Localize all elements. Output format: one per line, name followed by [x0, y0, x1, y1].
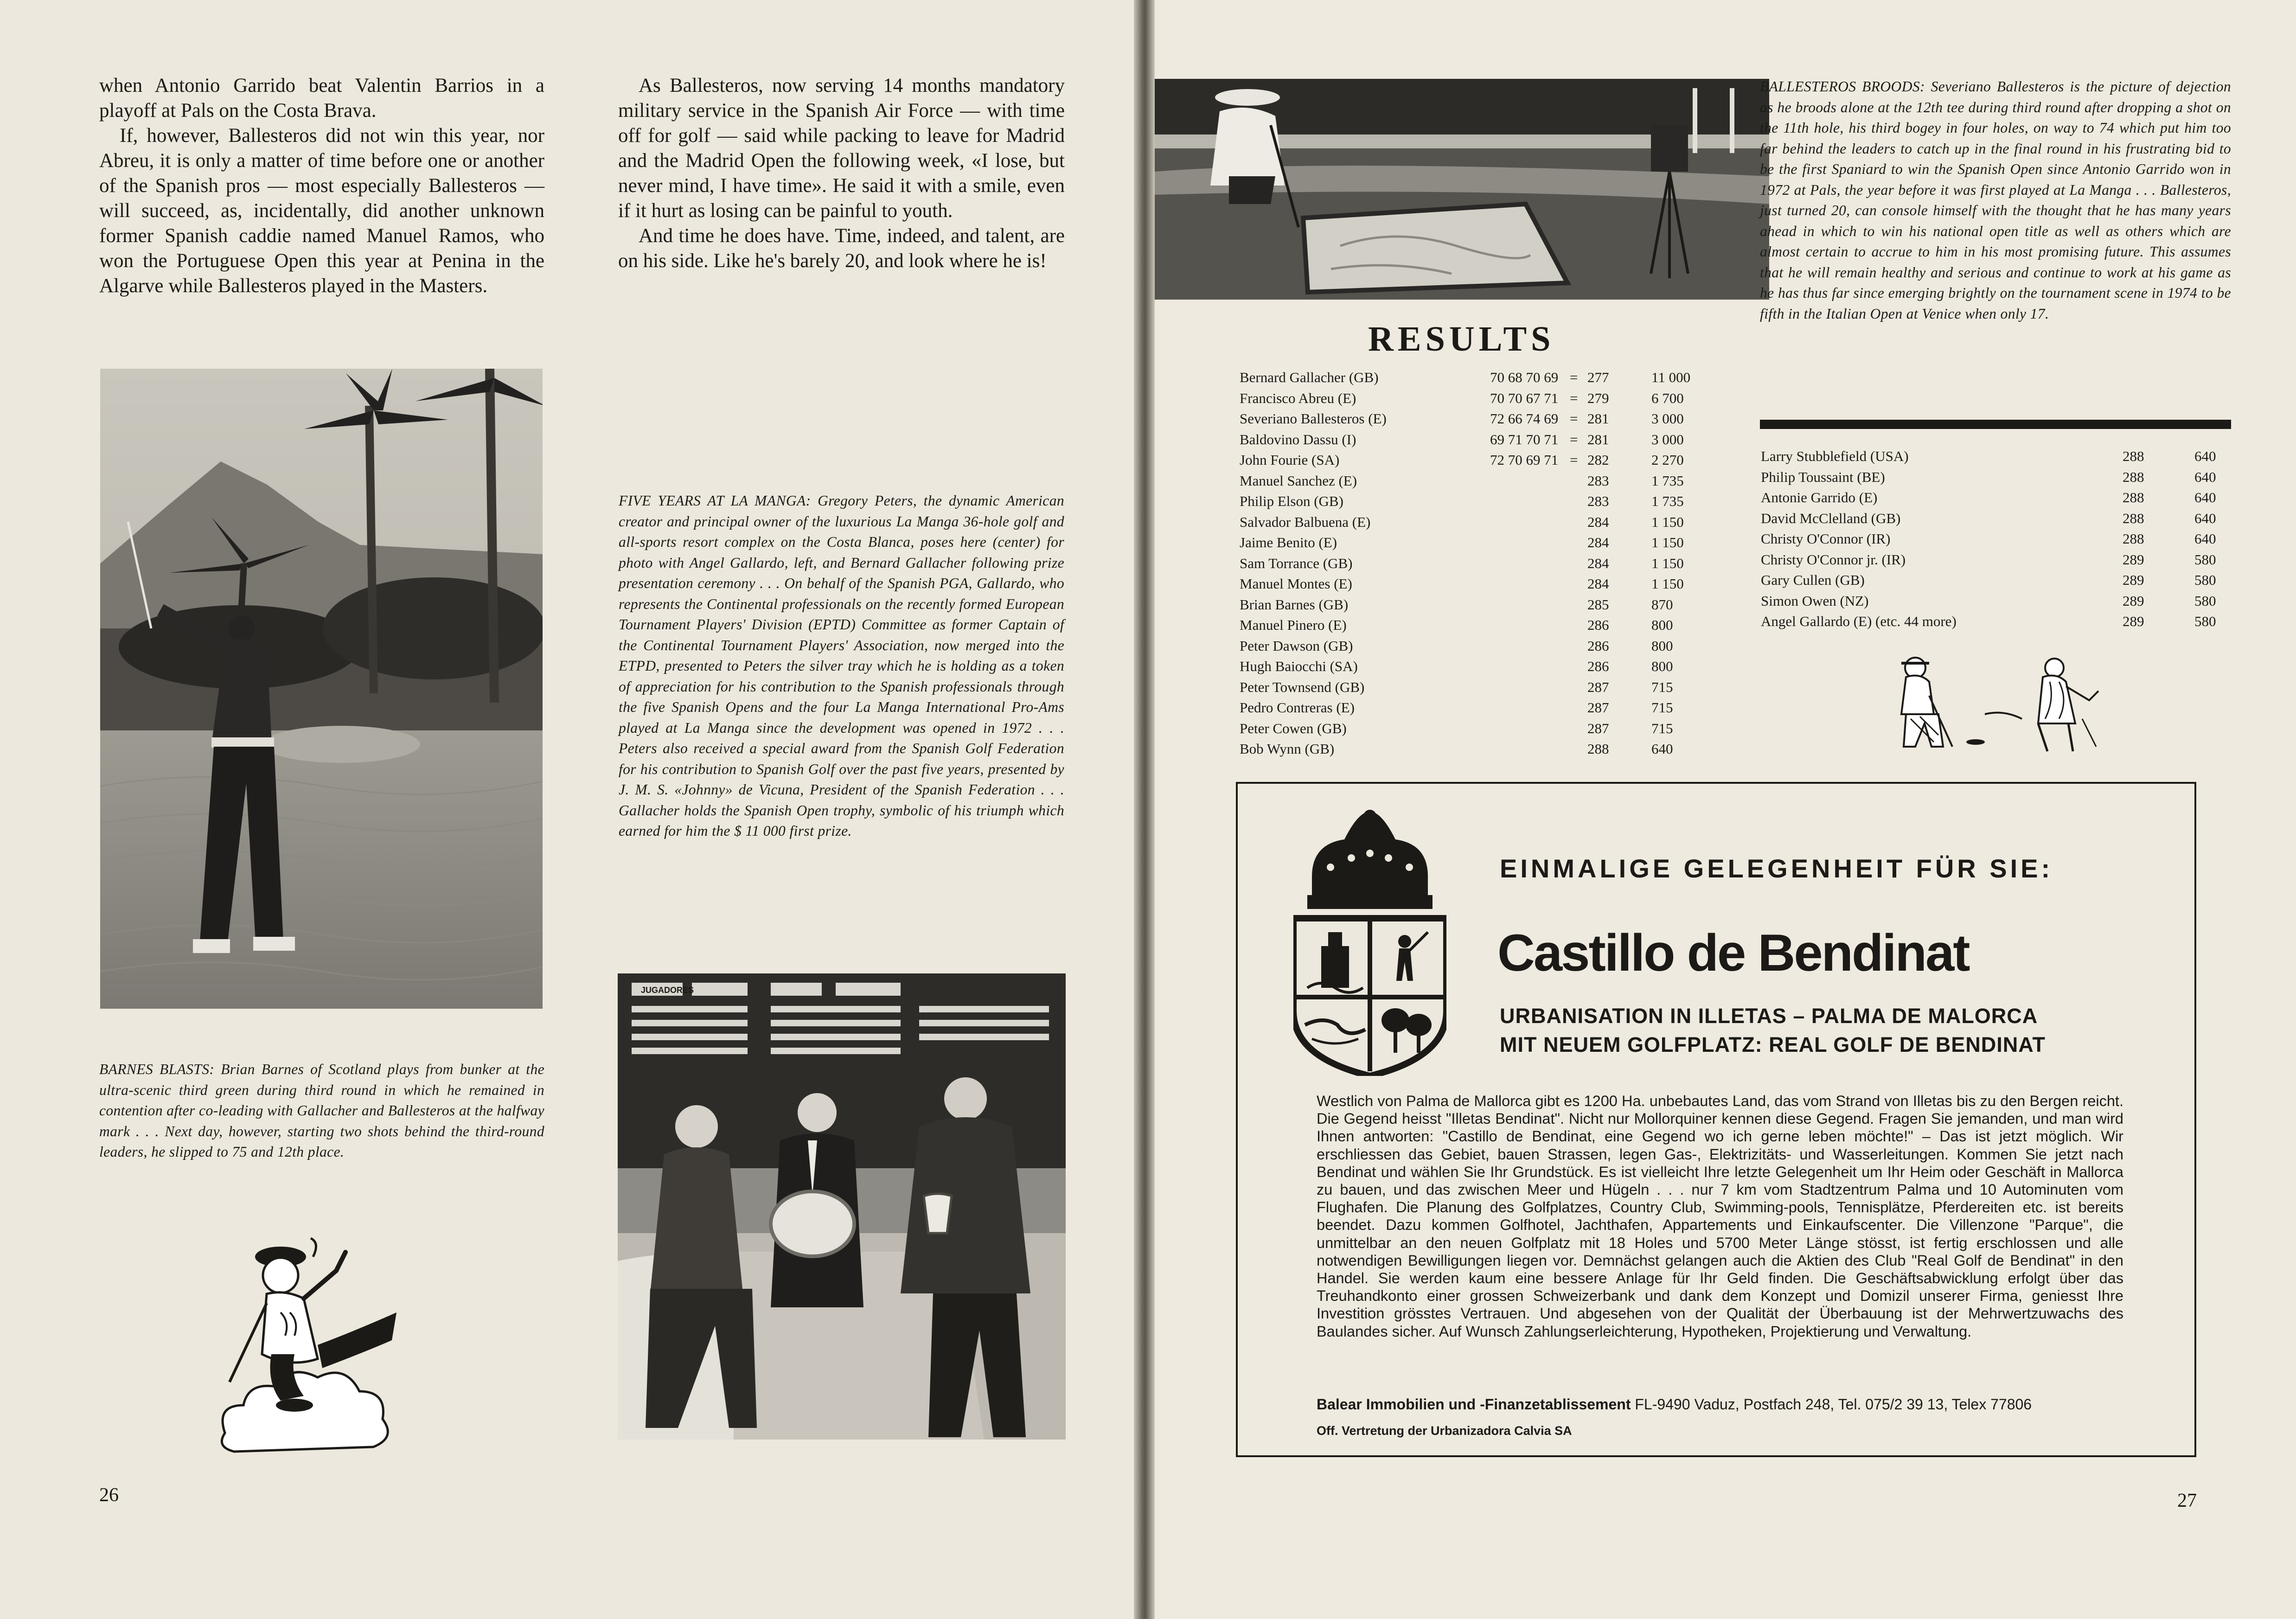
- results-row: [1761, 550, 2231, 570]
- ad-company-name: Balear Immobilien und -Finanzetablissement: [1317, 1396, 1631, 1413]
- page-number-right: 27: [2177, 1490, 2197, 1511]
- result-total: 284: [1587, 576, 1609, 592]
- result-total: 288: [2123, 531, 2144, 547]
- results-row: [1240, 471, 1703, 492]
- result-name: Gary Cullen (GB): [1761, 572, 1865, 588]
- result-total: 289: [2123, 613, 2144, 629]
- result-prize: 640: [2194, 468, 2216, 485]
- ad-body-text: Westlich von Palma de Mallorca gibt es 1200 Ha. unbebautes Land, das vom Strand von Illetas bis zu den Bergen reicht. Die Gegend heisst "Illetas Bendinat". Nicht nur Mollorquiner kennen diese Gegend. Fragen Sie jemanden, und man wird Ihnen antworten: "Castillo de Bendinat, eine Gegend wo ich gerne leben möchte!" – Das ist jetzt möglich. Wir erschliessen das Gebiet, bauen Strassen, legen Gas-, Elektrizitäts- und Wasserleitungen. Kommen Sie jetzt nach Bendinat und wählen Sie Ihr Grundstück. Es ist vielleicht Ihre letzte Gelegenheit um Ihr Heim oder Geschäft in Mallorca zu bauen, und das zwischen Meer und Hügeln . . . nur 7 km vom Stadtzentrum Palma und 10 Autominuten vom Flughafen. Die Planung des Golfplatzes, Country Club, Swimming-pools, Tennisplätze, Pferdereiten etc. ist bereits beendet. Dazu kommen Golfhotel, Jachthafen, Appartements und Einkaufscenter. Die Villenzone "Parque", die unmittelbar an den neuen Golfplatz mit 18 Holes und 5700 Meter Länge stösst, ist fertig erschlossen und alle notwendigen Bewilligungen liegen vor. Demnächst gelangen auch die Aktien des Club "Real Golf de Bendinat" in den Handel. Sie werden kaum eine bessere Anlage für Ihr Geld finden. Die Geschäftsabwicklung erfolgt über das Treuhandkonto einer grossen Schweizerbank und dank dem Konzept und Domizil unserer Firma, geniesst Ihre Investition grösstes Vertrauen. Und abgesehen von der Qualität der Überbauung ist der Mehrwertzuwachs des Baulandes sicher. Auf Wunsch Zahlungserleichterung, Hypotheken, Projektierung und Verwaltung.: [1317, 1093, 2123, 1340]
- result-prize: 800: [1651, 637, 1673, 654]
- result-rounds: 69 71 70 71: [1490, 431, 1559, 448]
- results-row: [1240, 677, 1703, 698]
- result-prize: 800: [1651, 658, 1673, 674]
- result-rounds: 72 66 74 69: [1490, 410, 1559, 427]
- result-total: 289: [2123, 551, 2144, 568]
- result-equals: =: [1570, 431, 1578, 448]
- result-equals: =: [1570, 410, 1578, 427]
- result-prize: 3 000: [1651, 410, 1684, 427]
- castillo-de-bendinat-advertisement: [1236, 782, 2196, 1457]
- result-prize: 640: [1651, 741, 1673, 757]
- result-prize: 640: [2194, 489, 2216, 506]
- result-name: Sam Torrance (GB): [1240, 555, 1353, 571]
- result-name: Manuel Sanchez (E): [1240, 472, 1357, 489]
- results-row: [1761, 529, 2231, 550]
- results-row: [1761, 467, 2231, 488]
- section-rule: [1760, 420, 2231, 429]
- result-name: David McClelland (GB): [1761, 510, 1901, 526]
- results-row: [1240, 491, 1703, 512]
- result-prize: 6 700: [1651, 390, 1684, 406]
- result-prize: 640: [2194, 531, 2216, 547]
- ad-subheading-1: URBANISATION IN ILLETAS – PALMA DE MALORCA: [1500, 1004, 2038, 1028]
- ballesteros-caption: BALLESTEROS BROODS: Severiano Ballesteros is the picture of dejection as he broods alone at the 12th tee during third round after dropping a shot on the 11th hole, his third bogey in four holes, on way to 74 which put him too far behind the leaders to catch up in the final round in his frustrating bid to be the first Spaniard to win the Spanish Open since Antonio Garrido won in 1972 at Pals, the year before it was first played at La Manga . . . Ballesteros, just turned 20, can console himself with the thought that he has many years ahead in which to win his national open title as well as others which are almost certain to accrue to him in his most promising future. This assumes that he will remain healthy and serious and continue to work at his game as he has thus far since emerging brightly on the tournament scene in 1974 to be fifth in the Italian Open at Venice when only 17.: [1760, 78, 2231, 322]
- results-row: [1240, 388, 1703, 409]
- result-prize: 715: [1651, 678, 1673, 695]
- result-total: 289: [2123, 592, 2144, 609]
- result-total: 283: [1587, 493, 1609, 509]
- result-prize: 1 735: [1651, 493, 1684, 509]
- result-total: 287: [1587, 678, 1609, 695]
- column-2-text: [618, 73, 1065, 274]
- result-name: Jaime Benito (E): [1240, 534, 1337, 550]
- paragraph: As Ballesteros, now serving 14 months mandatory military service in the Spanish Air Force — with time off for golf — said while packing to leave for Madrid and the Madrid Open the following week, «I lose, but never mind, I have time». He said it with a smile, even if it hurt as losing can be painful to youth.: [618, 75, 1065, 222]
- result-name: John Fourie (SA): [1240, 452, 1340, 468]
- result-total: 284: [1587, 555, 1609, 571]
- result-total: 286: [1587, 658, 1609, 674]
- results-row: [1240, 553, 1703, 574]
- results-row: [1761, 611, 2231, 632]
- left-page: [0, 0, 1134, 1619]
- result-total: 286: [1587, 617, 1609, 633]
- result-total: 281: [1587, 410, 1609, 427]
- results-row: [1240, 698, 1703, 718]
- result-name: Hugh Baiocchi (SA): [1240, 658, 1358, 674]
- page-number-left: 26: [99, 1485, 119, 1506]
- result-prize: 715: [1651, 699, 1673, 716]
- results-row: [1761, 446, 2231, 467]
- ballesteros-tee-photo: [1155, 79, 1769, 300]
- paragraph: If, however, Ballesteros did not win this year, nor Abreu, it is only a matter of time before one or another of the Spanish pros — most especially Ballesteros — will succeed, as, incidentally, did another unknown former Spanish caddie named Manuel Ramos, who won the Portuguese Open this year at Penina in the Algarve while Ballesteros played in the Masters.: [99, 125, 544, 297]
- result-name: Baldovino Dassu (I): [1240, 431, 1356, 448]
- result-prize: 800: [1651, 617, 1673, 633]
- result-name: Philip Toussaint (BE): [1761, 468, 1885, 485]
- result-prize: 580: [2194, 551, 2216, 568]
- result-total: 281: [1587, 431, 1609, 448]
- ad-representation-note: Off. Vertretung der Urbanizadora Calvia SA: [1317, 1424, 1572, 1438]
- result-total: 279: [1587, 390, 1609, 406]
- result-name: Brian Barnes (GB): [1240, 596, 1349, 613]
- results-table-continued: [1761, 446, 2231, 632]
- result-prize: 3 000: [1651, 431, 1684, 448]
- la-manga-caption: FIVE YEARS AT LA MANGA: Gregory Peters, the dynamic American creator and principal owner of the luxurious La Manga 36-hole golf and all-sports resort complex on the Costa Blanca, poses here (center) for photo with Angel Gallardo, left, and Bernard Gallacher following prize presentation ceremony . . . On behalf of the Spanish PGA, Gallardo, who represents the Continental professionals on the recently formed European Tournament Players' Division (EPTD) Committee as former Captain of the Continental Tournament Players' Association, now merged into the ETPD, presented to Peters the silver tray which he is holding as a token of appreciation for his contribution to the Spanish professionals through the five Spanish Opens and the four La Manga International Pro-Ams played at La Manga since the development was opened in 1972 . . . Peters also received a special award from the Spanish Golf Federation for his contribution to Spanish Golf over the past five years, presented by J. M. S. «Johnny» de Vicuna, President of the Spanish Federation . . . Gallacher holds the Spanish Open trophy, symbolic of his triumph which earned for him the $ 11 000 first prize.: [619, 493, 1064, 839]
- result-prize: 1 150: [1651, 534, 1684, 550]
- ad-brand-name: Castillo de Bendinat: [1497, 924, 1969, 982]
- result-name: Peter Townsend (GB): [1240, 678, 1365, 695]
- result-name: Manuel Montes (E): [1240, 576, 1352, 592]
- results-row: [1240, 429, 1703, 450]
- result-name: Philip Elson (GB): [1240, 493, 1343, 509]
- results-row: [1240, 512, 1703, 533]
- ad-headline: EINMALIGE GELEGENHEIT FÜR SIE:: [1500, 854, 2053, 883]
- barnes-bunker-photo: [100, 369, 543, 1009]
- result-name: Peter Dawson (GB): [1240, 637, 1353, 654]
- result-name: Salvador Balbuena (E): [1240, 513, 1371, 530]
- paragraph: when Antonio Garrido beat Valentin Barrios in a playoff at Pals on the Costa Brava.: [99, 75, 544, 122]
- result-total: 284: [1587, 534, 1609, 550]
- result-prize: 580: [2194, 613, 2216, 629]
- scoreboard-label: JUGADORES: [641, 985, 694, 995]
- result-equals: =: [1570, 390, 1578, 406]
- results-row: [1240, 656, 1703, 677]
- results-row: [1240, 574, 1703, 595]
- result-prize: 11 000: [1651, 369, 1691, 385]
- results-row: [1761, 570, 2231, 591]
- result-name: Larry Stubblefield (USA): [1761, 448, 1909, 464]
- result-equals: =: [1570, 452, 1578, 468]
- result-name: Francisco Abreu (E): [1240, 390, 1356, 406]
- results-row: [1240, 718, 1703, 739]
- barnes-caption: BARNES BLASTS: Brian Barnes of Scotland plays from bunker at the ultra-scenic third green during third round in which he remained in contention after co-leading with Gallacher and Ballesteros at the halfway mark . . . Next day, however, starting two shots behind the third-round leaders, he slipped to 75 and 12th place.: [99, 1061, 544, 1160]
- result-total: 289: [2123, 572, 2144, 588]
- results-row: [1240, 409, 1703, 429]
- result-total: 288: [2123, 489, 2144, 506]
- bendinat-crest-logo: [1293, 807, 1446, 1076]
- results-row: [1240, 595, 1703, 615]
- result-rounds: 72 70 69 71: [1490, 452, 1559, 468]
- result-prize: 1 735: [1651, 472, 1684, 489]
- result-total: 288: [1587, 741, 1609, 757]
- golfers-cartoon-illustration: [1869, 649, 2110, 761]
- results-table: [1240, 367, 1703, 760]
- result-rounds: 70 68 70 69: [1490, 369, 1559, 385]
- result-prize: 580: [2194, 592, 2216, 609]
- result-equals: =: [1570, 369, 1578, 385]
- result-name: Bernard Gallacher (GB): [1240, 369, 1379, 385]
- result-name: Severiano Ballesteros (E): [1240, 410, 1387, 427]
- result-total: 283: [1587, 472, 1609, 489]
- prize-ceremony-photo: [618, 973, 1066, 1440]
- results-row: [1761, 487, 2231, 508]
- results-heading: RESULTS: [1368, 320, 1555, 358]
- results-row: [1240, 532, 1703, 553]
- result-total: 284: [1587, 513, 1609, 530]
- result-name: Pedro Contreras (E): [1240, 699, 1355, 716]
- result-name: Antonie Garrido (E): [1761, 489, 1878, 506]
- result-prize: 1 150: [1651, 555, 1684, 571]
- results-row: [1761, 591, 2231, 612]
- result-total: 288: [2123, 448, 2144, 464]
- result-prize: 580: [2194, 572, 2216, 588]
- results-row: [1240, 615, 1703, 636]
- results-row: [1761, 508, 2231, 529]
- result-name: Peter Cowen (GB): [1240, 720, 1347, 736]
- result-name: Bob Wynn (GB): [1240, 741, 1335, 757]
- result-total: 287: [1587, 720, 1609, 736]
- result-total: 286: [1587, 637, 1609, 654]
- ad-subheading-2: MIT NEUEM GOLFPLATZ: REAL GOLF DE BENDINAT: [1500, 1033, 2046, 1056]
- result-prize: 870: [1651, 596, 1673, 613]
- golfer-cartoon-illustration: [211, 1229, 406, 1461]
- result-prize: 715: [1651, 720, 1673, 736]
- results-row: [1240, 739, 1703, 760]
- results-row: [1240, 636, 1703, 657]
- result-prize: 2 270: [1651, 452, 1684, 468]
- results-row: [1240, 450, 1703, 471]
- spine-gutter: [1134, 0, 1155, 1619]
- result-name: Simon Owen (NZ): [1761, 592, 1869, 609]
- result-total: 288: [2123, 510, 2144, 526]
- result-prize: 640: [2194, 510, 2216, 526]
- result-total: 282: [1587, 452, 1609, 468]
- result-total: 287: [1587, 699, 1609, 716]
- result-name: Christy O'Connor (IR): [1761, 531, 1891, 547]
- result-name: Angel Gallardo (E) (etc. 44 more): [1761, 613, 1957, 629]
- result-prize: 640: [2194, 448, 2216, 464]
- result-name: Manuel Pinero (E): [1240, 617, 1347, 633]
- result-total: 277: [1587, 369, 1609, 385]
- ad-address: FL-9490 Vaduz, Postfach 248, Tel. 075/2 39 13, Telex 77806: [1631, 1396, 2032, 1413]
- right-page: [1155, 0, 2296, 1619]
- results-row: [1240, 367, 1703, 388]
- result-total: 288: [2123, 468, 2144, 485]
- result-total: 285: [1587, 596, 1609, 613]
- column-1-text: [99, 73, 544, 299]
- result-prize: 1 150: [1651, 513, 1684, 530]
- paragraph: And time he does have. Time, indeed, and talent, are on his side. Like he's barely 20, and look where he is!: [618, 225, 1065, 272]
- result-rounds: 70 70 67 71: [1490, 390, 1559, 406]
- ad-contact-line: [1317, 1396, 2032, 1413]
- result-prize: 1 150: [1651, 576, 1684, 592]
- result-name: Christy O'Connor jr. (IR): [1761, 551, 1906, 568]
